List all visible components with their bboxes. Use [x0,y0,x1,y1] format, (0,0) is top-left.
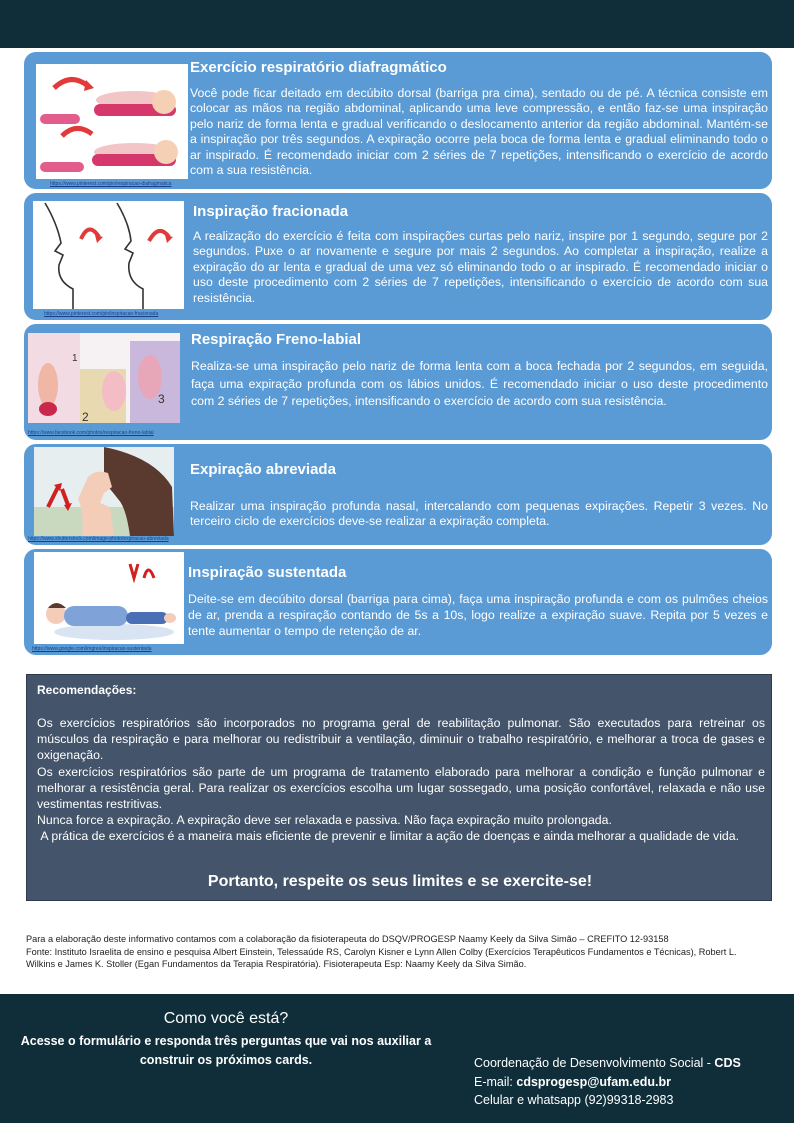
card-text: A realização do exercício é feita com inspirações curtas pelo nariz, inspire por 1 segundo, segure por 2 segundos. Puxe o ar novamente e segure por mais 2 segundos. Ao completar a inspiração, realize a expiração do ar lenta e gradual de uma vez só eliminando todo o ar inspirado. É recomendado iniciar o uso deste procedimento com 2 séries de 7 repetições, intensificando o exercício de acordo com sua resistência. [193,229,768,305]
sources-note: Fonte: Instituto Israelita de ensino e pesquisa Albert Einstein, Telessaúde RS, Carolyn Kisner e Lynn Allen Colby (Exercícios Terapêuticos Fundamentos e Técnicas), Robert L. Wilkins e James K. Stoller (Egan Fundamentos da Terapia Respiratória). Fisioterapeuta Esp: Naamy Keely da Silva Simão. [26,946,737,970]
exercise-card-fractional-inspiration [24,193,772,320]
collaboration-note: Para a elaboração deste informativo contamos com a colaboração da fisioterapeuta do DSQV/PROGESP Naamy Keely da Silva Simão – CREFITO 12-93158 [26,934,669,944]
coordination-name: Coordenação de Desenvolvimento Social - [474,1056,715,1070]
contact-info [474,1054,741,1110]
credits [26,933,768,971]
card-title: Expiração abreviada [190,461,336,478]
recommendation-paragraph: Os exercícios respiratórios são incorporados no programa geral de reabilitação pulmonar. São executados para retreinar os músculos da respiração e para melhorar ou redistribuir a ventilação, diminuir o trabalho respiratório, e melhorar a troca de gases e oxigenação. [37,716,765,763]
card-title: Exercício respiratório diafragmático [190,59,447,76]
email-line [474,1073,741,1092]
diaphragmatic-illustration [36,64,188,179]
image-source-link[interactable]: https://www.pinterest.com/pin/respiracao-diafragmatica [50,181,172,187]
image-source-link[interactable]: https://www.pinterest.com/pin/inspiracao-fracionada [44,311,159,317]
exercise-card-pursed-lip [24,324,772,440]
card-title: Inspiração sustentada [188,564,347,581]
fractional-inspiration-illustration [33,201,184,309]
card-title: Respiração Freno-labial [191,331,362,348]
footer-form-invitation[interactable]: Acesse o formulário e responda três perguntas que vai nos auxiliar a construir os próximos cards. [20,1034,432,1067]
recommendation-paragraph: A prática de exercícios é a maneira mais eficiente de prevenir e limitar a ação de doenças e ainda melhorar a qualidade de vida. [37,829,740,844]
card-title: Inspiração fracionada [193,203,349,220]
image-source-link[interactable]: https://www.google.com/imgres/inspiracao-sustentada [32,646,152,652]
footer-title: Como você está? [163,1010,289,1027]
exercise-card-diaphragmatic [24,52,772,189]
exercise-card-sustained-inspiration [24,549,772,655]
sustained-inspiration-illustration [34,552,184,644]
recommendations-body [37,715,765,845]
phone-line: Celular e whatsapp (92)99318-2983 [474,1093,674,1107]
step-label: 3 [158,392,165,406]
top-banner [0,0,794,48]
recommendation-paragraph: Os exercícios respiratórios são parte de um programa de tratamento elaborado para melhorar a condição e função pulmonar e melhorar a resistência geral. Para realizar os exercícios escolha um lugar sossegado, uma posição confortável, relaxada e não use vestimentas restritivas. [37,764,765,812]
card-text: Realizar uma inspiração profunda nasal, intercalando com pequenas expirações. Repetir 3 vezes. No terceiro ciclo de exercícios deve-se realizar a expiração completa. [190,499,768,529]
step-label: 2 [82,410,89,423]
image-source-link[interactable]: https://www.facebook.com/photos/respiracao-freno-labial [28,430,154,436]
card-text: Realiza-se uma inspiração pelo nariz de forma lenta com a boca fechada por 2 segundos, em seguida, faça uma expiração profunda com os lábios unidos. É recomendado iniciar o uso deste procedimento com 2 séries de 7 repetições, intensificando o exercício de acordo com sua resistência. [191,359,768,408]
card-text: Deite-se em decúbito dorsal (barriga para cima), faça uma inspiração profunda e com os pulmões cheios de ar, prenda a respiração contando de 5s a 10s, logo realize a expiração suave. Repita por 5 vezes e tente aumentar o tempo de retenção de ar. [188,592,768,639]
exercise-card-abbreviated-expiration [24,444,772,545]
recommendations-title: Recomendações: [37,683,137,697]
email-label: E-mail: [474,1074,517,1089]
pursed-lip-illustration [28,333,180,423]
step-label: 1 [72,353,78,364]
abbreviated-expiration-illustration [34,447,174,536]
image-source-link[interactable]: https://www.shutterstock.com/image-photo/expiracao-abreviada [28,536,169,542]
coordination-line [474,1054,741,1073]
recommendation-paragraph: Nunca force a expiração. A expiração deve ser relaxada e passiva. Não faça expiração muito prolongada. [37,813,612,828]
recommendations-box [26,674,772,901]
closing-message: Portanto, respeite os seus limites e se exercite-se! [207,873,593,890]
card-text: Você pode ficar deitado em decúbito dorsal (barriga pra cima), sentado ou de pé. A técnica consiste em colocar as mãos na região abdominal, aplicando uma leve compressão, e então faz-se uma inspiração pelo nariz de forma lenta e gradual verificando o deslocamento anterior da região abdominal. Mantém-se a inspiração por três segundos. A expiração ocorre pela boca de forma lenta e gradual eliminando todo o ar inspirado. É recomendado iniciar com 2 séries de 7 repetições, intensificando o exercício de acordo com a sua resistência. [190,86,768,178]
footer [0,994,794,1123]
coordination-abbr: CDS [714,1056,741,1070]
email-address[interactable]: cdsprogesp@ufam.edu.br [516,1074,671,1089]
